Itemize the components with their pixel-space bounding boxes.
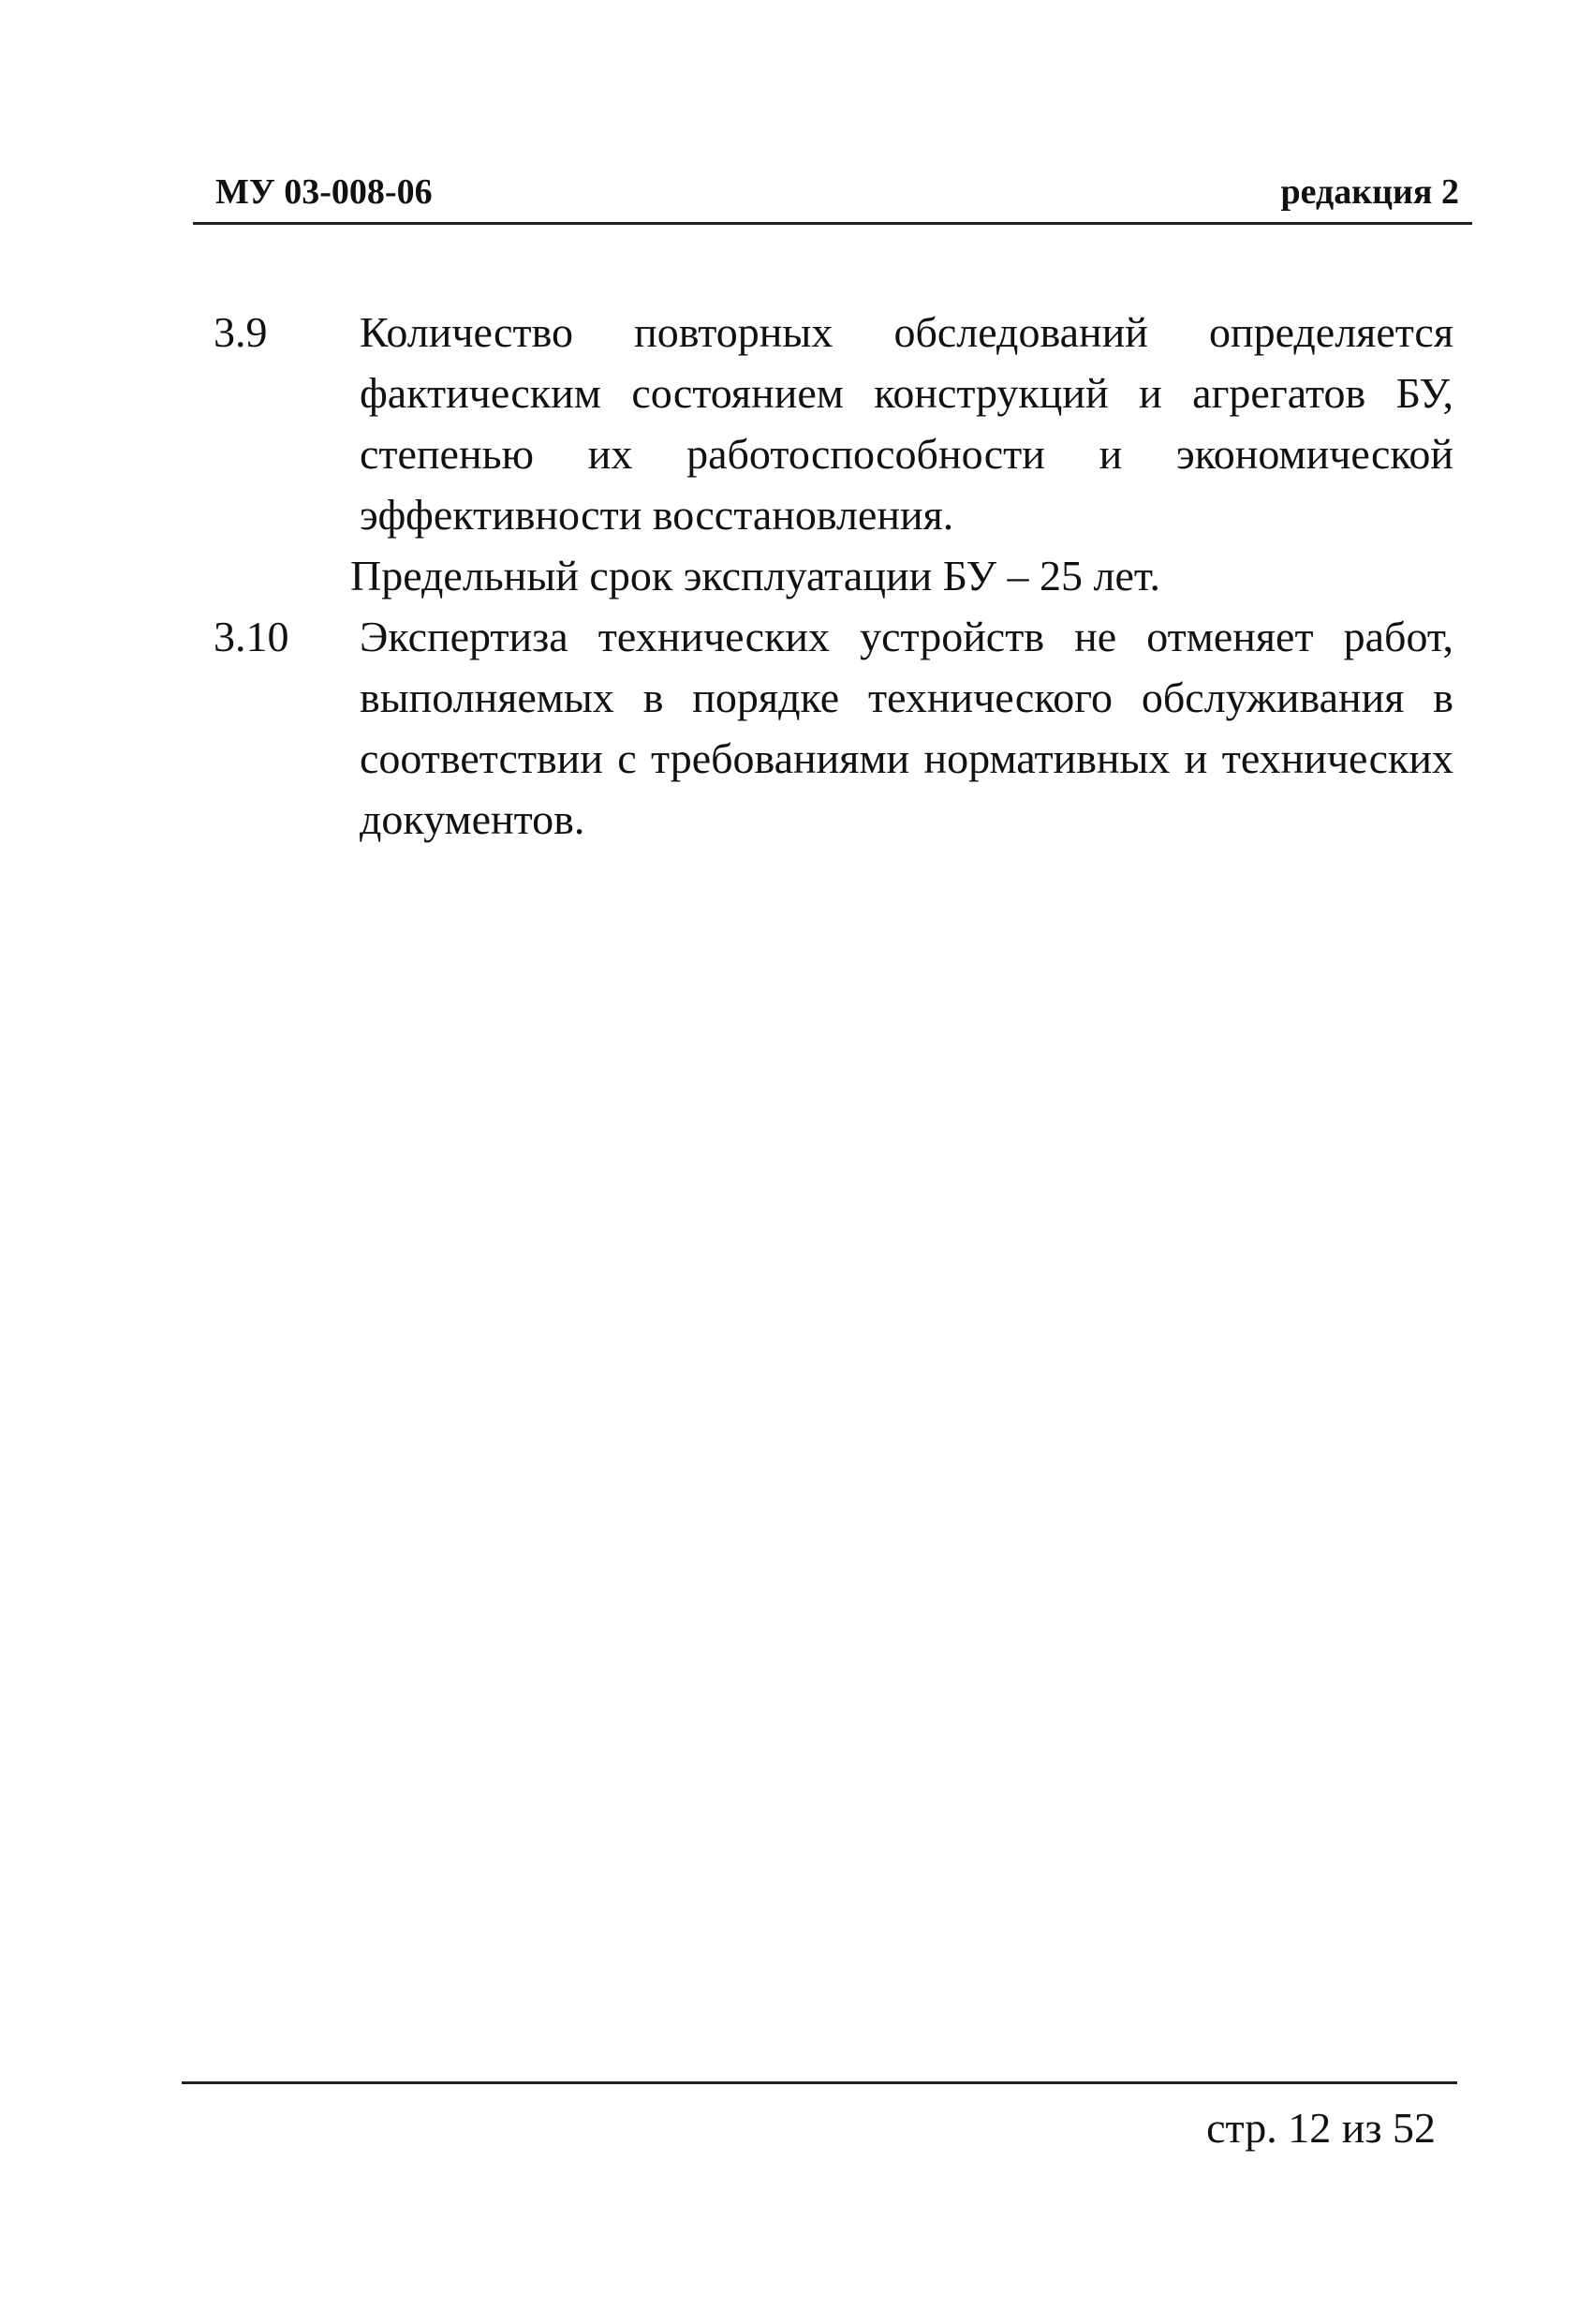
footer-divider xyxy=(182,2081,1457,2084)
clause-note: Предельный срок эксплуатации БУ – 25 лет. xyxy=(350,552,1161,600)
clause-3-9 xyxy=(0,302,1593,606)
clause-text: Количество повторных обследований определяется фактическим состоянием конструкций и агрегатов БУ, степенью их работоспособности и экономической эффективности восстановления. xyxy=(360,308,1453,539)
clause-3-10 xyxy=(0,606,1593,850)
page-header xyxy=(193,167,1472,225)
clause-number: 3.9 xyxy=(214,308,268,356)
document-body xyxy=(0,302,1593,850)
clause-number: 3.10 xyxy=(214,613,289,660)
edition-label: редакция 2 xyxy=(1280,172,1459,212)
clause-text: Экспертиза технических устройств не отменяет работ, выполняемых в порядке технического обслуживания в соответствии с требованиями нормативных и технических документов. xyxy=(360,613,1453,843)
document-code: МУ 03-008-06 xyxy=(215,172,433,212)
page-number: стр. 12 из 52 xyxy=(1206,2104,1436,2152)
